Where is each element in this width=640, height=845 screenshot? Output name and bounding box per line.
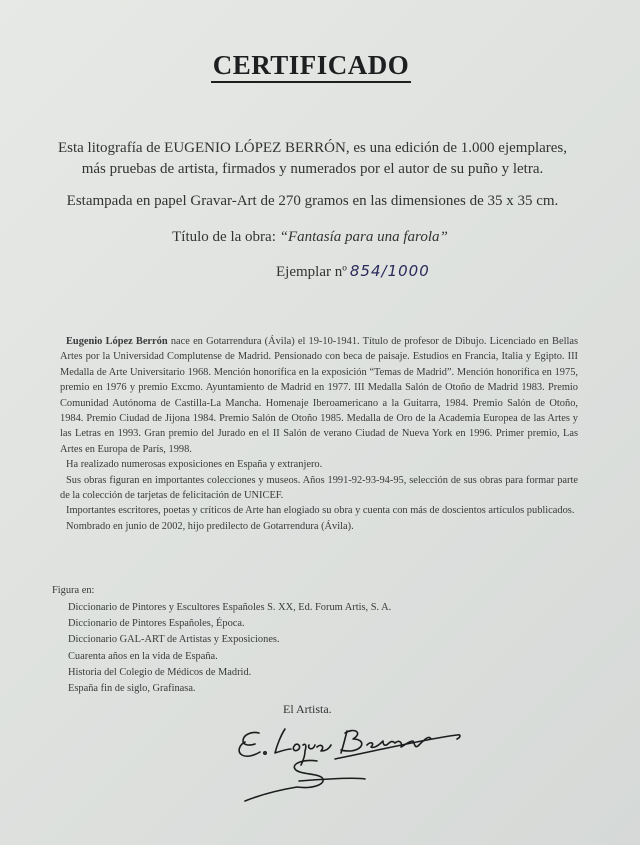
work-title-name: “Fantasía para una farola” — [279, 229, 448, 245]
edition-number-label: Ejemplar nº — [276, 264, 347, 280]
bio-paragraph-4: Importantes escritores, poetas y críticos de Arte han elogiado su obra y cuenta con más de doscientos artículos publicados. — [66, 505, 575, 517]
signature-stroke — [275, 729, 291, 753]
certificate-title-text: CERTIFICADO — [211, 50, 412, 83]
artist-biography — [60, 334, 578, 534]
listed-in-item: Historia del Colegio de Médicos de Madrid. — [68, 666, 252, 678]
signature-strokes — [239, 729, 460, 801]
listed-in-item: Diccionario de Pintores Españoles, Época. — [68, 618, 245, 630]
paper-statement: Estampada en papel Gravar-Art de 270 gramos en las dimensiones de 35 x 35 cm. — [66, 193, 559, 209]
artist-signature — [225, 705, 475, 805]
bio-artist-name: Eugenio López Berrón — [66, 336, 168, 347]
edition-number-handwritten: 854/1000 — [349, 262, 430, 280]
bio-paragraph-1-text: nace en Gotarrendura (Ávila) el 19-10-1941. Título de profesor de Dibujo. Licenciado en Bellas Artes por la Universidad Complutense de Madrid. Pensionado con beca de paisaje. Estudios en Francia, Italia y Egipto. III Medalla de Arte Universitario 1968. Mención honorífica en la exposición “Temas de Madrid”. Mención honorífica en 1975, premio en 1976 y premio Excmo. Ayuntamiento de Madrid en 1977. III Medalla Salón de Otoño de Madrid 1983. Premio Comunidad Autónoma de Castilla-La Mancha. Homenaje Iberoamericano a la Guitarra, 1984. Premio Salón de Otoño, 1984. Premio Ciudad de Jijona 1984. Premio Salón de Otoño 1985. Medalla de Oro de la Academia Europea de las Artes y las Letras en 1993. Gran premio del Jurado en el II Salón de verano Ciudad de Nueva York en 1996. Primer premio, Las Artes en Europa de París, 1998. — [60, 336, 578, 455]
listed-in-list — [68, 600, 391, 697]
bio-paragraph-1 — [60, 334, 578, 457]
certificate-title — [0, 50, 622, 81]
listed-in-item: Cuarenta años en la vida de España. — [68, 650, 218, 662]
edition-number — [276, 262, 430, 281]
bio-paragraph-3: Sus obras figuran en importantes colecciones y museos. Años 1991-92-93-94-95, selección de sus obras para formar parte de la colección de tarjetas de felicitación de UNICEF. — [60, 474, 578, 502]
listed-in-item: Diccionario GAL-ART de Artistas y Exposiciones. — [68, 634, 280, 646]
edition-line-1: Esta litografía de EUGENIO LÓPEZ BERRÓN, es una edición de 1.000 ejemplares, — [57, 140, 568, 156]
signature-label: El Artista. — [283, 702, 332, 716]
work-title-label: Título de la obra: — [172, 229, 276, 245]
edition-statement — [40, 138, 585, 180]
bio-paragraph-2: Ha realizado numerosas exposiciones en España y extranjero. — [66, 459, 323, 471]
work-title — [30, 229, 590, 246]
signature-stroke — [245, 760, 365, 801]
signature-stroke — [264, 752, 266, 754]
signature-stroke — [341, 731, 362, 753]
listed-in-heading: Figura en: — [52, 585, 95, 596]
listed-in-item: Diccionario de Pintores y Escultores Españoles S. XX, Ed. Forum Artis, S. A. — [68, 602, 392, 613]
bio-paragraph-5: Nombrado en junio de 2002, hijo predilecto de Gotarrendura (Ávila). — [66, 520, 354, 532]
edition-line-2: más pruebas de artista, firmados y numerados por el autor de su puño y letra. — [81, 161, 544, 177]
signature-stroke — [239, 732, 260, 756]
listed-in-item: España fin de siglo, Grafinasa. — [68, 683, 196, 695]
